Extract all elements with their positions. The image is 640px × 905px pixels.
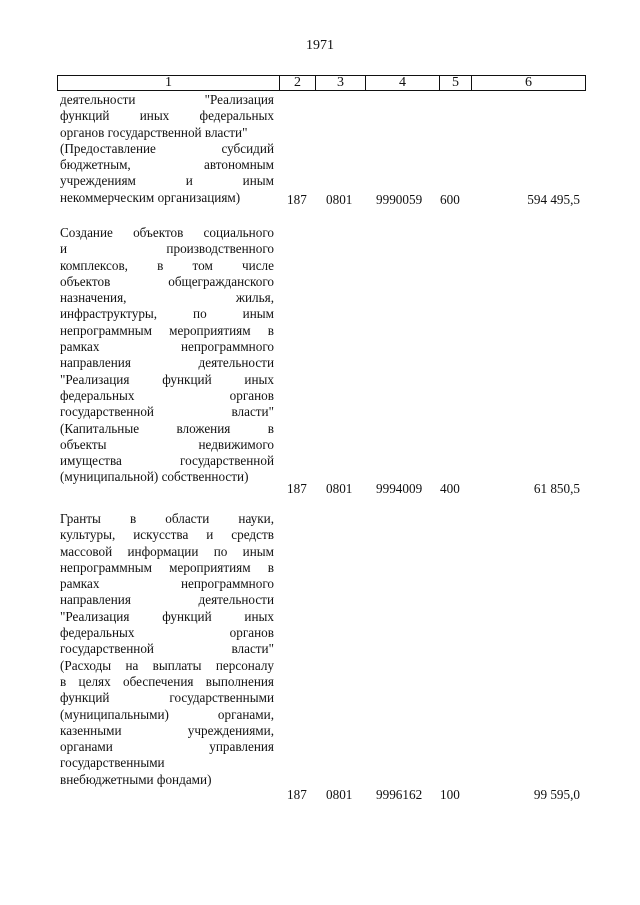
desc-line: культуры, искусства и средств bbox=[60, 527, 274, 543]
cell-target-code: 9990059 bbox=[376, 191, 423, 207]
table-row bbox=[0, 225, 640, 501]
cell-sum: 99 595,0 bbox=[533, 786, 580, 802]
cell-expense-kind: 100 bbox=[440, 786, 460, 802]
header-col-5: 5 bbox=[440, 76, 472, 90]
desc-line: (Капитальные вложения в bbox=[60, 420, 274, 436]
cell-sum: 61 850,5 bbox=[533, 480, 580, 496]
desc-line: казенными учреждениями, bbox=[60, 722, 274, 738]
cell-section-code: 0801 bbox=[326, 191, 353, 207]
page-number: 1971 bbox=[306, 38, 334, 53]
desc-line: рамках непрограммного bbox=[60, 339, 274, 355]
desc-line: государственной власти" bbox=[60, 404, 274, 420]
desc-line: органами управления bbox=[60, 739, 274, 755]
desc-line: рамках непрограммного bbox=[60, 576, 274, 592]
desc-line: непрограммным мероприятиям в bbox=[60, 322, 274, 338]
header-col-4: 4 bbox=[366, 76, 440, 90]
desc-line: и производственного bbox=[60, 241, 274, 257]
desc-line: органов государственной власти" bbox=[60, 124, 248, 140]
row-description bbox=[60, 225, 274, 486]
desc-line: Создание объектов социального bbox=[60, 225, 274, 240]
header-col-6: 6 bbox=[525, 75, 532, 90]
desc-line: направления деятельности bbox=[60, 592, 274, 608]
header-col-1: 1 bbox=[58, 76, 280, 90]
desc-line: объекты недвижимого bbox=[60, 436, 274, 452]
desc-line: (муниципальными) органами, bbox=[60, 706, 274, 722]
desc-line: функций иных федеральных bbox=[60, 108, 274, 124]
desc-line: бюджетным, автономным bbox=[60, 157, 274, 173]
cell-target-code: 9994009 bbox=[376, 480, 423, 496]
table-row bbox=[0, 92, 640, 214]
desc-line: федеральных органов bbox=[60, 625, 274, 641]
desc-line: деятельности "Реализация bbox=[60, 92, 274, 107]
cell-target-code: 9996162 bbox=[376, 786, 423, 802]
desc-line: "Реализация функций иных bbox=[60, 371, 274, 387]
cell-expense-kind: 400 bbox=[440, 480, 460, 496]
desc-line: внебюджетными фондами) bbox=[60, 771, 212, 787]
desc-line: инфраструктуры, по иным bbox=[60, 306, 274, 322]
cell-section-code: 0801 bbox=[326, 480, 353, 496]
desc-line: (Предоставление субсидий bbox=[60, 140, 274, 156]
desc-line: функций государственными bbox=[60, 690, 274, 706]
desc-line: непрограммным мероприятиям в bbox=[60, 559, 274, 575]
desc-line: назначения, жилья, bbox=[60, 290, 274, 306]
desc-line: имущества государственной bbox=[60, 453, 274, 469]
cell-section-code: 0801 bbox=[326, 786, 353, 802]
desc-line: направления деятельности bbox=[60, 355, 274, 371]
desc-line: Гранты в области науки, bbox=[60, 511, 274, 526]
header-col-3: 3 bbox=[316, 76, 366, 90]
cell-sum: 594 495,5 bbox=[527, 191, 580, 207]
cell-admin-code: 187 bbox=[287, 480, 307, 496]
desc-line: массовой информации по иным bbox=[60, 543, 274, 559]
desc-line: государственной власти" bbox=[60, 641, 274, 657]
cell-admin-code: 187 bbox=[287, 786, 307, 802]
desc-line: "Реализация функций иных bbox=[60, 608, 274, 624]
cell-admin-code: 187 bbox=[287, 191, 307, 207]
desc-line: комплексов, в том числе bbox=[60, 257, 274, 273]
desc-line: (муниципальной) собственности) bbox=[60, 469, 249, 485]
desc-line: объектов общегражданского bbox=[60, 273, 274, 289]
desc-line: некоммерческим организациям) bbox=[60, 189, 241, 205]
desc-line: учреждениям и иным bbox=[60, 173, 274, 189]
table-row bbox=[0, 511, 640, 805]
desc-line: (Расходы на выплаты персоналу bbox=[60, 657, 274, 673]
cell-expense-kind: 600 bbox=[440, 191, 460, 207]
row-description bbox=[60, 92, 274, 206]
desc-line: в целях обеспечения выполнения bbox=[60, 673, 274, 689]
desc-line: федеральных органов bbox=[60, 387, 274, 403]
header-col-2: 2 bbox=[280, 76, 316, 90]
table-header-row bbox=[57, 75, 586, 91]
desc-line: государственными bbox=[60, 755, 165, 771]
row-description bbox=[60, 511, 274, 788]
